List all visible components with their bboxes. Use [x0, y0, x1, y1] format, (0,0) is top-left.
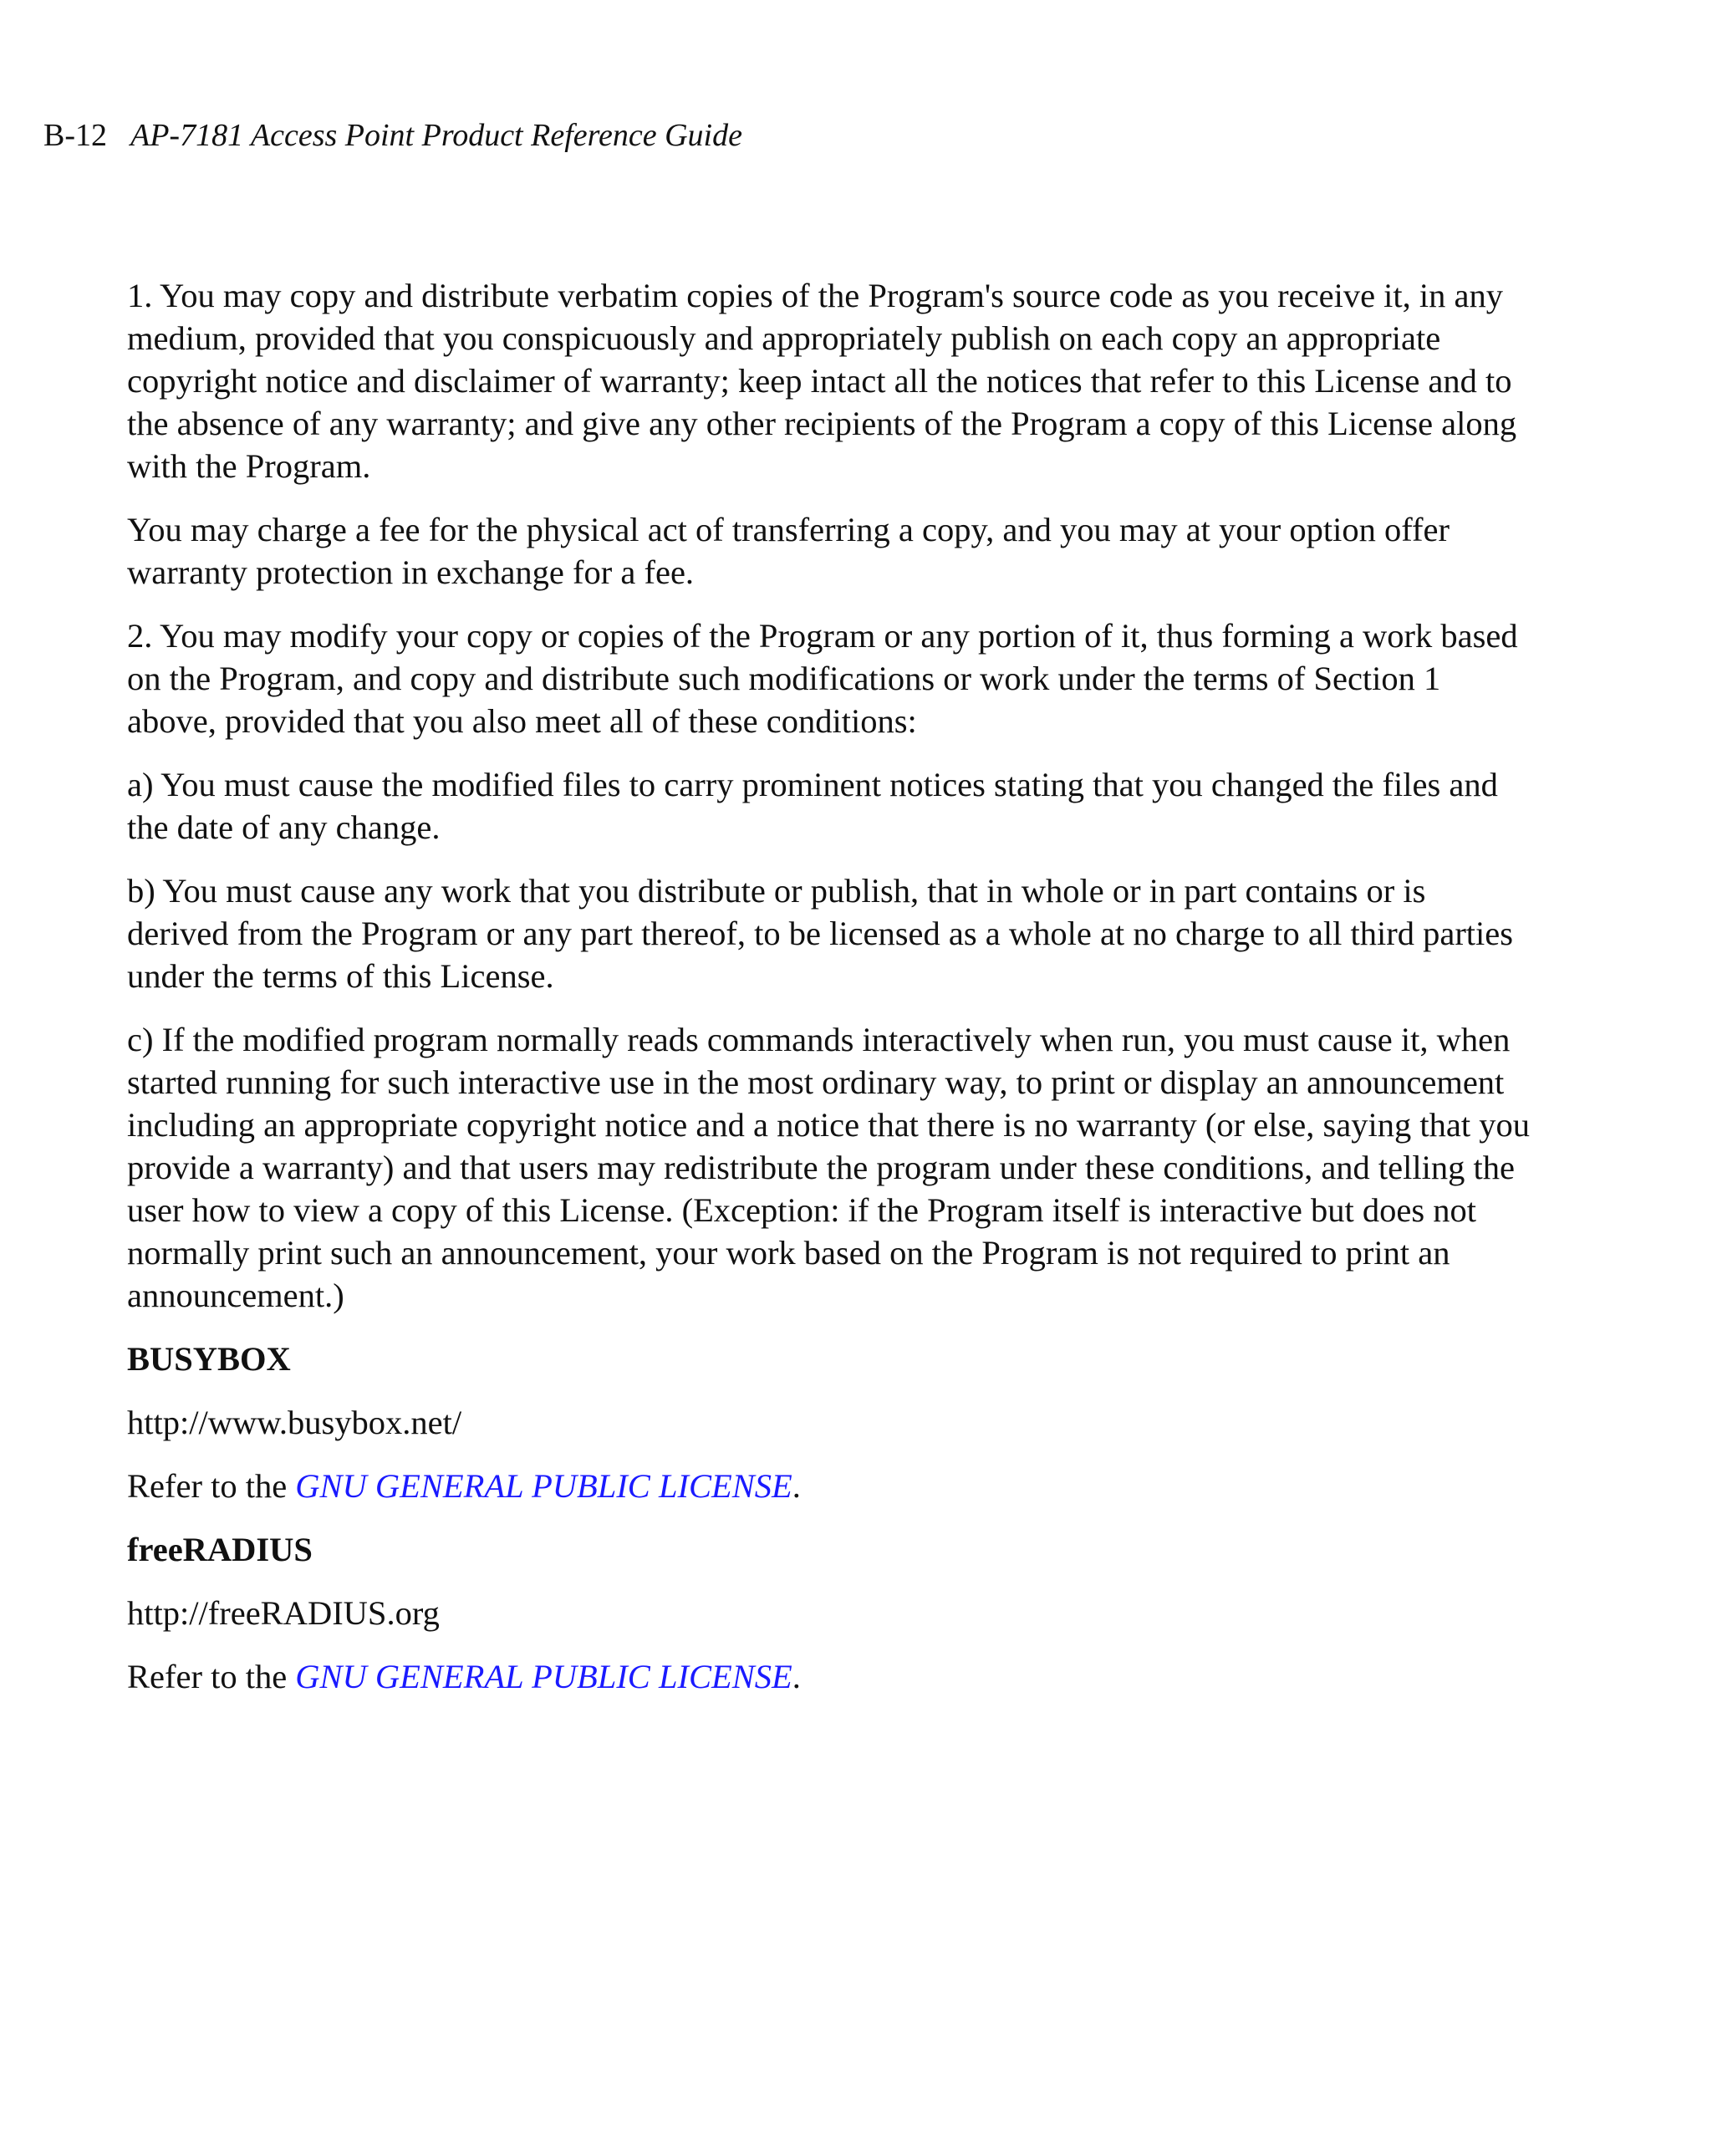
freeradius-refer-prefix: Refer to the [127, 1658, 296, 1695]
page-content [127, 274, 1531, 1719]
busybox-gpl-link[interactable]: GNU GENERAL PUBLIC LICENSE [295, 1467, 792, 1505]
busybox-heading: BUSYBOX [127, 1340, 291, 1378]
freeradius-url: http://freeRADIUS.org [127, 1594, 440, 1632]
page-number: B-12 [43, 118, 107, 153]
document-title: AP-7181 Access Point Product Reference Guide [130, 118, 742, 153]
freeradius-refer [127, 1655, 1531, 1698]
busybox-url: http://www.busybox.net/ [127, 1404, 462, 1441]
paragraph-condition-a: a) You must cause the modified files to carry prominent notices stating that you changed the files and the date of any change. [127, 766, 1498, 846]
paragraph-condition-c: c) If the modified program normally reads commands interactively when run, you must cause it, when started running for such interactive use in the most ordinary way, to print or display an announcement including an appropriate copyright notice and a notice that there is no warranty (or else, saying that you provide a warranty) and that users may redistribute the program under these conditions, and telling the user how to view a copy of this License. (Exception: if the Program itself is interactive but does not normally print such an announcement, your work based on the Program is not required to print an announcement.) [127, 1021, 1530, 1314]
busybox-refer-prefix: Refer to the [127, 1467, 296, 1505]
busybox-refer-suffix: . [792, 1467, 801, 1505]
paragraph-fee: You may charge a fee for the physical act of transferring a copy, and you may at your option offer warranty protection in exchange for a fee. [127, 511, 1450, 591]
freeradius-heading: freeRADIUS [127, 1531, 313, 1568]
paragraph-section-2: 2. You may modify your copy or copies of the Program or any portion of it, thus forming a work based on the Program, and copy and distribute such modifications or work under the terms of Section 1 above, provided that you also meet all of these conditions: [127, 617, 1518, 740]
busybox-refer [127, 1465, 1531, 1507]
freeradius-refer-suffix: . [792, 1658, 801, 1695]
paragraph-condition-b: b) You must cause any work that you distribute or publish, that in whole or in part contains or is derived from the Program or any part thereof, to be licensed as a whole at no charge to all third parties under the terms of this License. [127, 872, 1514, 995]
freeradius-gpl-link[interactable]: GNU GENERAL PUBLIC LICENSE [295, 1658, 792, 1695]
running-header [43, 115, 742, 155]
paragraph-section-1: 1. You may copy and distribute verbatim copies of the Program's source code as you receive it, in any medium, provided that you conspicuously and appropriately publish on each copy an appropriate copyright notice and disclaimer of warranty; keep intact all the notices that refer to this License and to the absence of any warranty; and give any other recipients of the Program a copy of this License along with the Program. [127, 277, 1517, 485]
